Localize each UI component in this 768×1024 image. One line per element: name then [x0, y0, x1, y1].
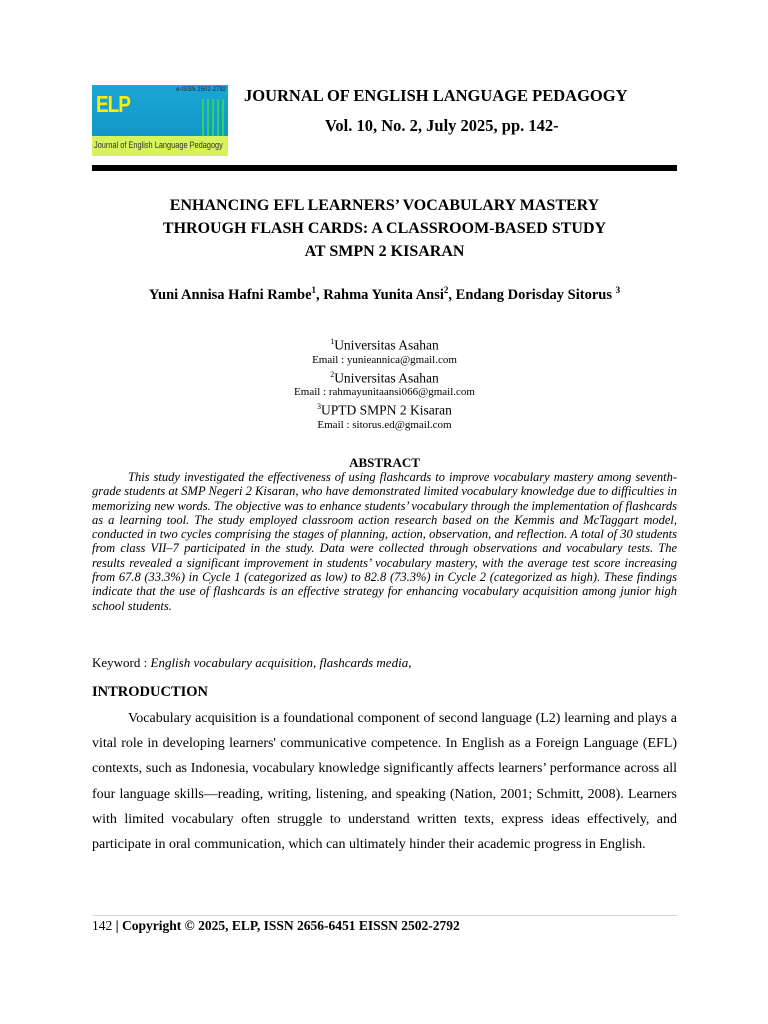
- affiliation-name: Universitas Asahan: [334, 337, 439, 353]
- affiliation-institution: [92, 399, 677, 418]
- author-sup: 3: [615, 285, 621, 295]
- affiliation-sup: 3: [317, 402, 322, 411]
- affiliation-sup: 2: [330, 369, 335, 379]
- author-sep: ,: [316, 286, 324, 303]
- abstract-text: This study investigated the effectiveness of using flashcards to improve vocabulary mastery among seventh-grade students at SMP Negeri 2 Kisaran, who have demonstrated limited vocabulary knowledge due to difficulties in memorizing new words. The objective was to enhance students’ vocabulary through the implementation of flashcards as a learning tool. The study employed classroom action research based on the Kemmis and McTaggart model, conducted in two cycles comprising the stages of planning, action, observation, and reflection. A total of 30 students from class VII–7 participated in the study. Data were collected through observations and vocabulary tests. The results revealed a significant improvement in students’ vocabulary mastery, with the average test score increasing from 67.8 (33.3%) in Cycle 1 (categorized as low) to 82.8 (73.3%) in Cycle 2 (categorized as high). These findings indicate that the use of flashcards is an effective strategy for enhancing vocabulary acquisition among junior high school students.: [92, 470, 677, 613]
- affiliations: [92, 334, 677, 432]
- affiliation-name: UPTD SMPN 2 Kisaran: [321, 402, 452, 418]
- header-rule: [92, 165, 677, 171]
- keyword-value: English vocabulary acquisition, flashcards media,: [150, 655, 412, 670]
- affiliation-email: Email : sitorus.ed@gmail.com: [317, 418, 452, 431]
- author-sup: 2: [443, 285, 449, 295]
- footer-copyright: Copyright © 2025, ELP, ISSN 2656-6451 EISSN 2502-2792: [121, 918, 460, 933]
- author-sep: ,: [448, 286, 456, 303]
- author-list: [92, 285, 677, 304]
- author-sup: 1: [311, 285, 317, 295]
- keyword-label: Keyword :: [92, 655, 151, 670]
- introduction-paragraph: Vocabulary acquisition is a foundational component of second language (L2) learning and plays a vital role in developing learners' communicative competence. In English as a Foreign Language (EFL) contexts, such as Indonesia, vocabulary knowledge significantly affects learners’ performance across all four language skills—reading, writing, listening, and speaking (Nation, 2001; Schmitt, 2008). Learners with limited vocabulary often struggle to understand written texts, express ideas effectively, and participate in oral communication, which can ultimately hinder their academic progress in English.: [92, 711, 677, 853]
- paper-title: [92, 194, 677, 263]
- journal-logo: [92, 85, 228, 156]
- affiliation-email: Email : yunieannica@gmail.com: [312, 353, 457, 366]
- title-line: ENHANCING EFL LEARNERS’ VOCABULARY MASTERY: [169, 197, 600, 214]
- section-heading-introduction: INTRODUCTION: [92, 684, 209, 700]
- journal-name: JOURNAL OF ENGLISH LANGUAGE PEDAGOGY: [244, 86, 628, 105]
- footer-rule: [92, 915, 677, 916]
- author-name: Endang Dorisday Sitorus: [455, 286, 616, 303]
- page-footer: [92, 918, 460, 934]
- affiliation-institution: [92, 367, 677, 386]
- page-number: 142: [92, 918, 116, 933]
- keywords: [92, 655, 677, 671]
- logo-issn: e-ISSN 2502-2792: [176, 87, 226, 93]
- affiliation-sup: 1: [330, 337, 335, 346]
- author-name: Yuni Annisa Hafni Rambe: [148, 286, 312, 303]
- logo-band-text: Journal of English Language Pedagogy: [94, 140, 223, 150]
- title-line: THROUGH FLASH CARDS: A CLASSROOM-BASED STUDY: [162, 220, 607, 237]
- footer-separator: |: [115, 918, 122, 933]
- logo-band: [92, 136, 228, 156]
- abstract-heading: ABSTRACT: [349, 455, 420, 470]
- title-line: AT SMPN 2 KISARAN: [304, 243, 465, 260]
- journal-volume: Vol. 10, No. 2, July 2025, pp. 142-: [325, 116, 559, 135]
- logo-barcode-icon: [202, 99, 226, 139]
- affiliation-institution: [92, 334, 677, 353]
- logo-text: ELP: [96, 92, 130, 118]
- affiliation-name: Universitas Asahan: [334, 370, 439, 385]
- affiliation-email: Email : rahmayunitaansi066@gmail.com: [294, 386, 475, 398]
- author-name: Rahma Yunita Ansi: [323, 286, 444, 303]
